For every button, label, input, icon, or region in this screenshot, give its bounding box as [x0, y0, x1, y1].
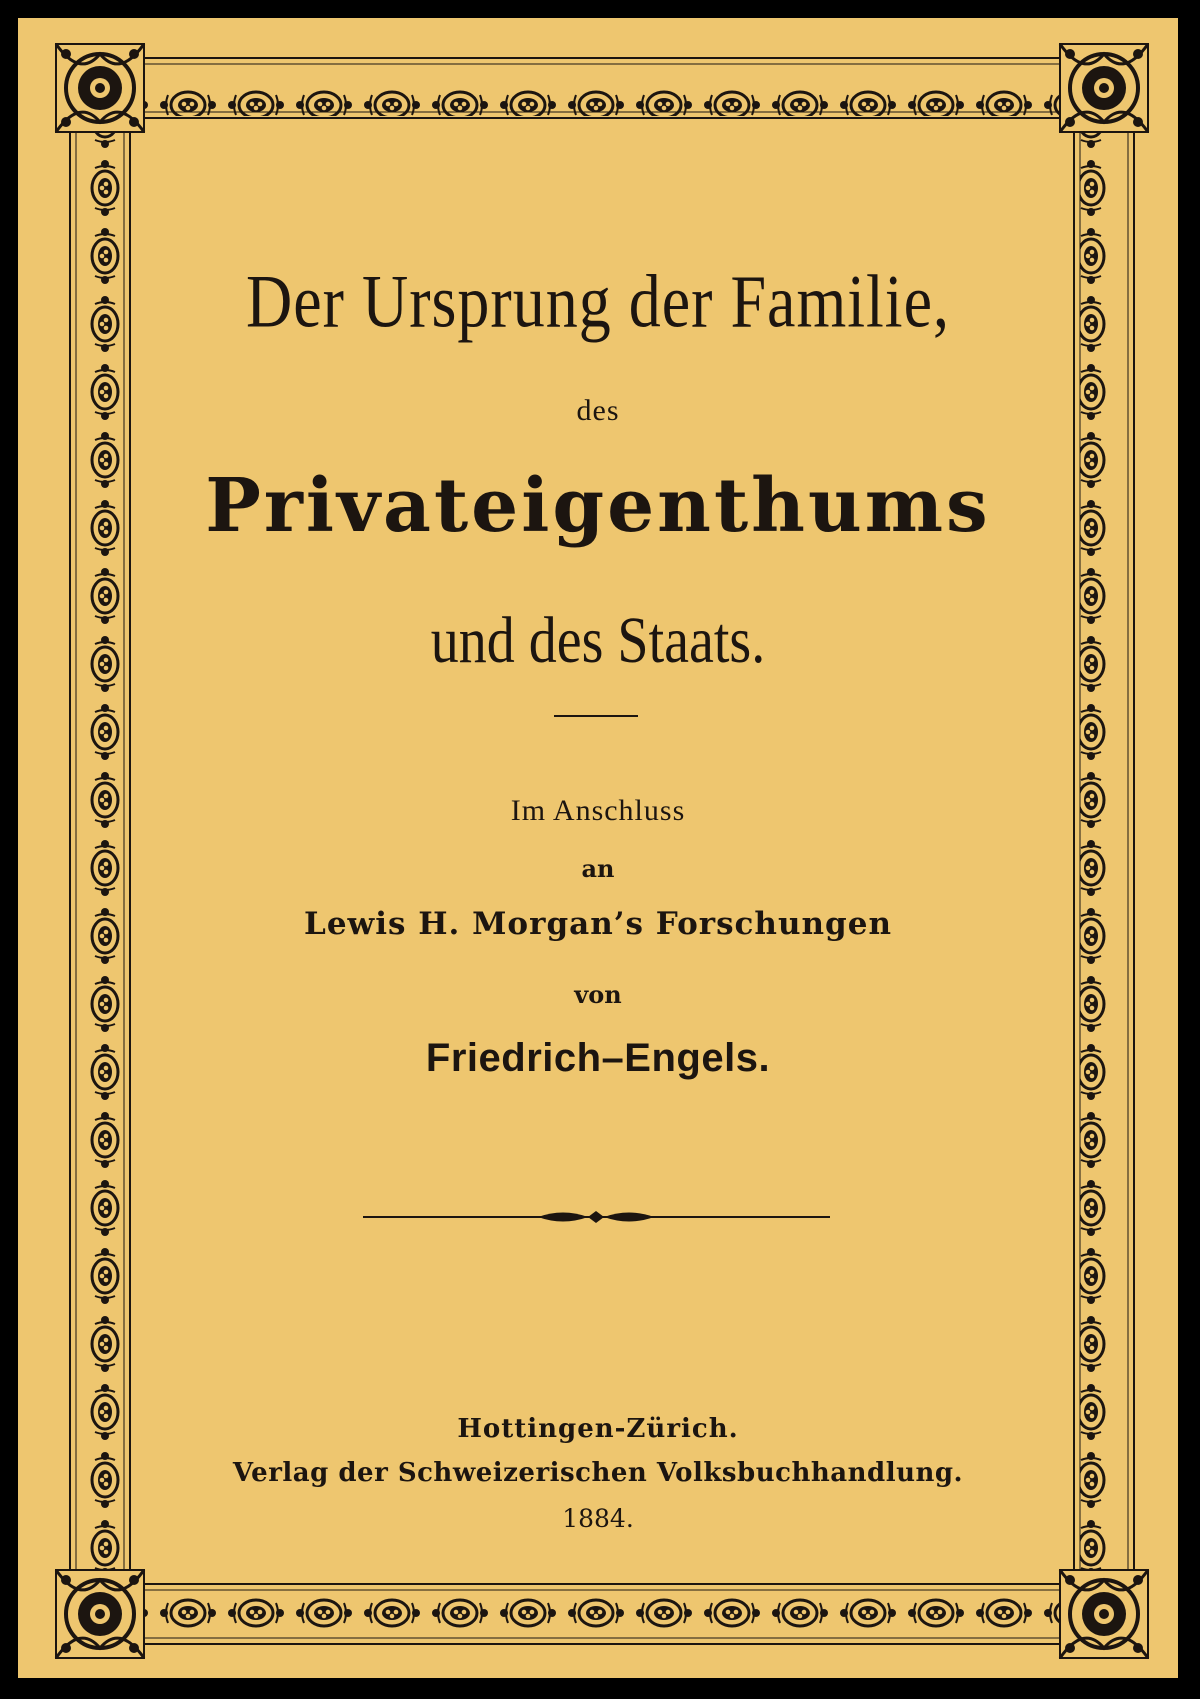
by-line: von [574, 980, 622, 1009]
title-line-1: Der Ursprung der Familie, [246, 259, 950, 343]
imprint-place: Hottingen-Zürich. [457, 1414, 739, 1444]
flourish-divider-icon [363, 1211, 830, 1223]
imprint-year: 1884. [562, 1504, 634, 1533]
title-main-word: Privateigenthums [205, 463, 991, 549]
subtitle-line-1: Im Anschluss [510, 794, 686, 827]
title-page [18, 18, 1178, 1678]
subtitle-line-3: Lewis H. Morgan’s Forschungen [304, 906, 892, 942]
imprint-publisher: Verlag der Schweizerischen Volksbuchhandlung. [232, 1458, 964, 1488]
title-line-4: und des Staats. [430, 604, 766, 678]
title-line-2: des [576, 394, 620, 427]
subtitle-line-2: an [581, 854, 615, 883]
author-name: Friedrich–Engels. [425, 1036, 771, 1080]
